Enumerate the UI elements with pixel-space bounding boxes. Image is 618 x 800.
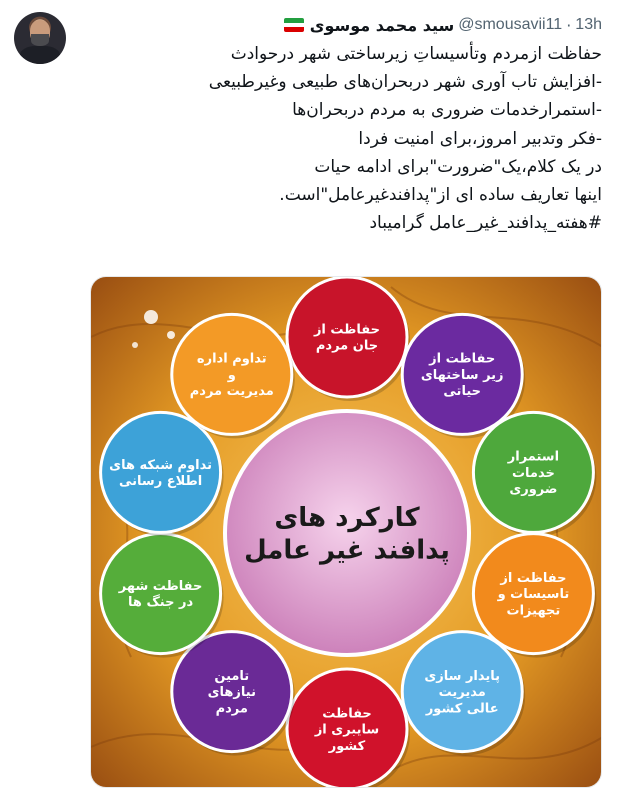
function-circle-label: استمرار <box>507 449 560 465</box>
center-circle <box>225 411 469 655</box>
function-circle-label: جان مردم <box>315 338 379 354</box>
function-circle-label: سایبری از <box>314 722 380 738</box>
function-circle-label: تداوم اداره <box>196 351 267 367</box>
function-circle-label: مدیریت <box>438 685 486 701</box>
tweet-line: حفاظت ازمردم وتأسیساتِ زیرساختی شهر درحوادث <box>230 44 602 64</box>
center-title: پدافند غیر عامل <box>244 535 450 566</box>
function-circle-label: و <box>227 367 236 383</box>
function-circle-label: تجهیزات <box>506 603 561 619</box>
tweet-line: -استمرارخدمات ضروری به مردم دربحران‌ها <box>292 100 602 121</box>
function-circle-label: خدمات <box>511 465 555 481</box>
function-circle-label: حفاظت شهر <box>118 578 203 594</box>
function-circle-label: حفاظت <box>322 706 372 722</box>
function-circle-label: در جنگ ها <box>128 595 194 611</box>
function-circle-label: تداوم شبکه های <box>109 457 213 473</box>
function-circle-label: نیازهای <box>207 685 256 701</box>
tweet-line: اینها تعاریف ساده ای از"پدافندغیرعامل"است. <box>279 185 602 206</box>
function-circle-label: اطلاع رسانی <box>119 474 203 490</box>
function-circle-label: مدیریت مردم <box>189 384 274 400</box>
function-circle-label: مردم <box>215 701 248 717</box>
function-circle-label: حفاظت از <box>429 351 496 367</box>
hashtag-link[interactable]: #هفته_پدافند_غیر_عامل گرامیباد <box>369 213 602 234</box>
center-title: کارکرد های <box>274 502 420 533</box>
function-circle-label: حفاظت از <box>500 570 567 586</box>
tweet-text <box>82 40 602 237</box>
function-circle-label: حیاتی <box>443 384 482 400</box>
tweet-line: -افزایش تاب آوری شهر دربحران‌های طبیعی وغیرطبیعی <box>208 72 602 93</box>
function-circle-label: ضروری <box>509 482 558 498</box>
iran-flag-icon <box>284 18 304 32</box>
avatar-beard <box>31 34 49 46</box>
separator-dot: · <box>566 15 572 35</box>
function-circle-label: عالی کشور <box>425 701 499 717</box>
function-circle <box>287 669 410 788</box>
tweet-line: -فکر وتدبیر امروز،برای امنیت فردا <box>358 128 602 149</box>
function-circle-label: کشور <box>328 738 366 754</box>
function-circle-label: پایدار سازی <box>424 668 501 684</box>
function-circle-label: زیر ساختهای <box>420 367 504 383</box>
tweet-image[interactable] <box>90 276 602 788</box>
tweet-header <box>284 14 602 36</box>
tweet-time[interactable]: 13h <box>575 16 602 33</box>
function-circle-label: تامین <box>214 668 250 684</box>
center-circle-shape <box>225 411 469 655</box>
avatar[interactable] <box>14 12 66 64</box>
avatar-body <box>20 46 60 64</box>
infographic <box>91 277 602 788</box>
tweet-line: در یک کلام،یک"ضرورت"برای ادامه حیات <box>314 156 602 177</box>
function-circle-label: حفاظت از <box>313 322 381 338</box>
function-circle-label: تاسیسات و <box>497 587 570 603</box>
author-name[interactable]: سید محمد موسوی <box>309 15 455 35</box>
author-handle[interactable]: @smousavii11 <box>458 16 563 33</box>
